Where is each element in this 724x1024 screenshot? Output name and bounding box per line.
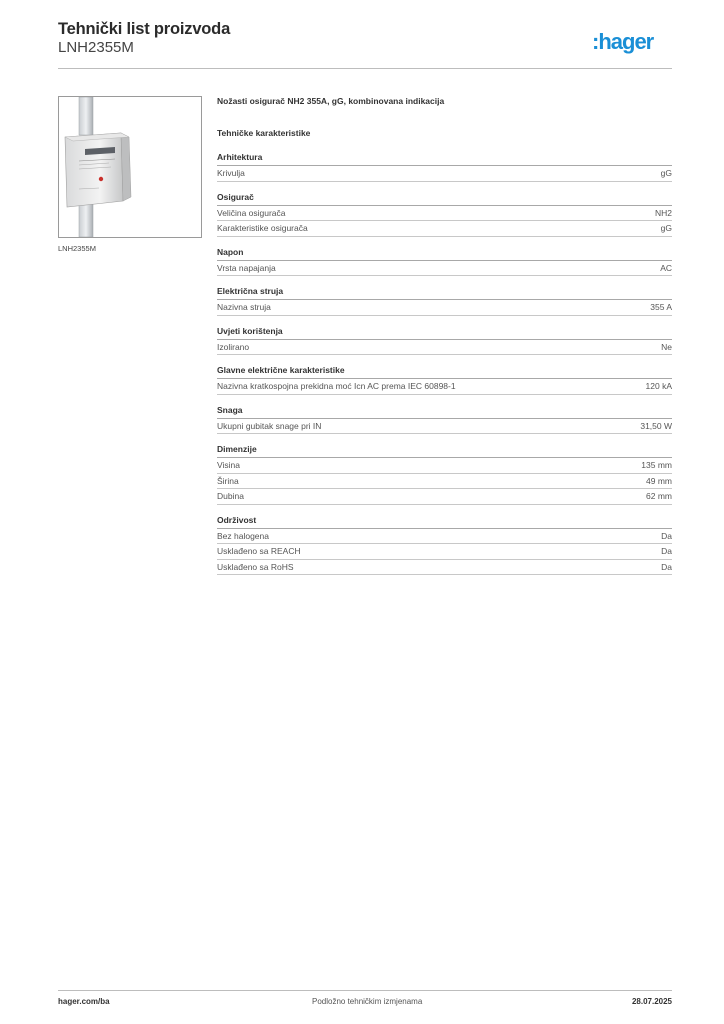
spec-value: 62 mm (646, 491, 672, 501)
footer-website[interactable]: hager.com/ba (58, 997, 110, 1006)
spec-label: Usklađeno sa RoHS (217, 561, 294, 572)
spec-group (217, 405, 672, 435)
spec-row (217, 379, 672, 395)
spec-group (217, 152, 672, 182)
footer-note: Podložno tehničkim izmjenama (312, 997, 423, 1006)
image-caption: LNH2355M (58, 244, 96, 253)
spec-content (217, 96, 672, 575)
spec-group-title: Arhitektura (217, 152, 672, 166)
spec-group-title: Snaga (217, 405, 672, 419)
spec-group-title: Glavne električne karakteristike (217, 365, 672, 379)
spec-group-title: Osigurač (217, 192, 672, 206)
spec-value: 135 mm (641, 460, 672, 470)
spec-label: Veličina osigurača (217, 207, 286, 218)
spec-label: Izolirano (217, 341, 250, 352)
spec-value: 120 kA (645, 381, 672, 391)
product-description: Nožasti osigurač NH2 355A, gG, kombinovana indikacija (217, 96, 445, 106)
spec-group (217, 326, 672, 356)
spec-row (217, 560, 672, 576)
spec-value: gG (660, 223, 672, 233)
spec-label: Nazivna kratkospojna prekidna moć Icn AC prema IEC 60898-1 (217, 381, 456, 391)
footer-divider (58, 990, 672, 991)
header-divider (58, 68, 672, 69)
spec-label: Dubina (217, 491, 244, 501)
spec-row (217, 261, 672, 277)
spec-row (217, 544, 672, 560)
spec-label: Nazivna struja (217, 302, 271, 312)
spec-value: Da (661, 546, 672, 556)
spec-group-title: Dimenzije (217, 444, 672, 458)
spec-label: Karakteristike osigurača (217, 223, 308, 233)
spec-value: AC (660, 262, 672, 273)
spec-row (217, 206, 672, 222)
fuse-illustration (59, 97, 201, 237)
spec-row (217, 166, 672, 182)
spec-group-title: Uvjeti korištenja (217, 326, 672, 340)
spec-label: Visina (217, 460, 240, 470)
spec-row (217, 419, 672, 435)
spec-label: Vrsta napajanja (217, 262, 276, 273)
spec-value: gG (660, 168, 672, 178)
spec-row (217, 300, 672, 316)
spec-group (217, 286, 672, 316)
spec-group (217, 444, 672, 505)
spec-group (217, 365, 672, 395)
spec-group (217, 515, 672, 576)
spec-row (217, 489, 672, 505)
spec-value: Ne (661, 341, 672, 352)
spec-value: 31,50 W (640, 420, 672, 431)
spec-value: Da (661, 530, 672, 541)
spec-label: Ukupni gubitak snage pri IN (217, 420, 322, 431)
spec-row (217, 340, 672, 356)
spec-value: NH2 (654, 207, 672, 218)
spec-row (217, 474, 672, 490)
spec-label: Bez halogena (217, 530, 269, 541)
footer-date: 28.07.2025 (631, 997, 672, 1006)
spec-group (217, 247, 672, 277)
svg-text::hager: :hager (592, 29, 654, 54)
spec-group-title: Održivost (217, 515, 672, 529)
spec-row (217, 529, 672, 545)
product-code: LNH2355M (58, 39, 134, 56)
spec-group-title: Napon (217, 247, 672, 261)
spec-label: Usklađeno sa REACH (217, 546, 301, 556)
page-title: Tehnički list proizvoda (58, 20, 231, 38)
spec-label: Krivulja (217, 168, 245, 178)
spec-value: 49 mm (646, 475, 672, 486)
spec-row (217, 458, 672, 474)
tech-specs-heading: Tehničke karakteristike (217, 128, 311, 138)
spec-value: 355 A (650, 302, 672, 312)
product-image (58, 96, 202, 238)
spec-group-title: Električna struja (217, 286, 672, 300)
spec-row (217, 221, 672, 237)
hager-logo (592, 27, 672, 57)
spec-value: Da (661, 561, 672, 572)
spec-group (217, 192, 672, 237)
spec-label: Širina (217, 475, 239, 486)
spec-groups (217, 152, 672, 575)
